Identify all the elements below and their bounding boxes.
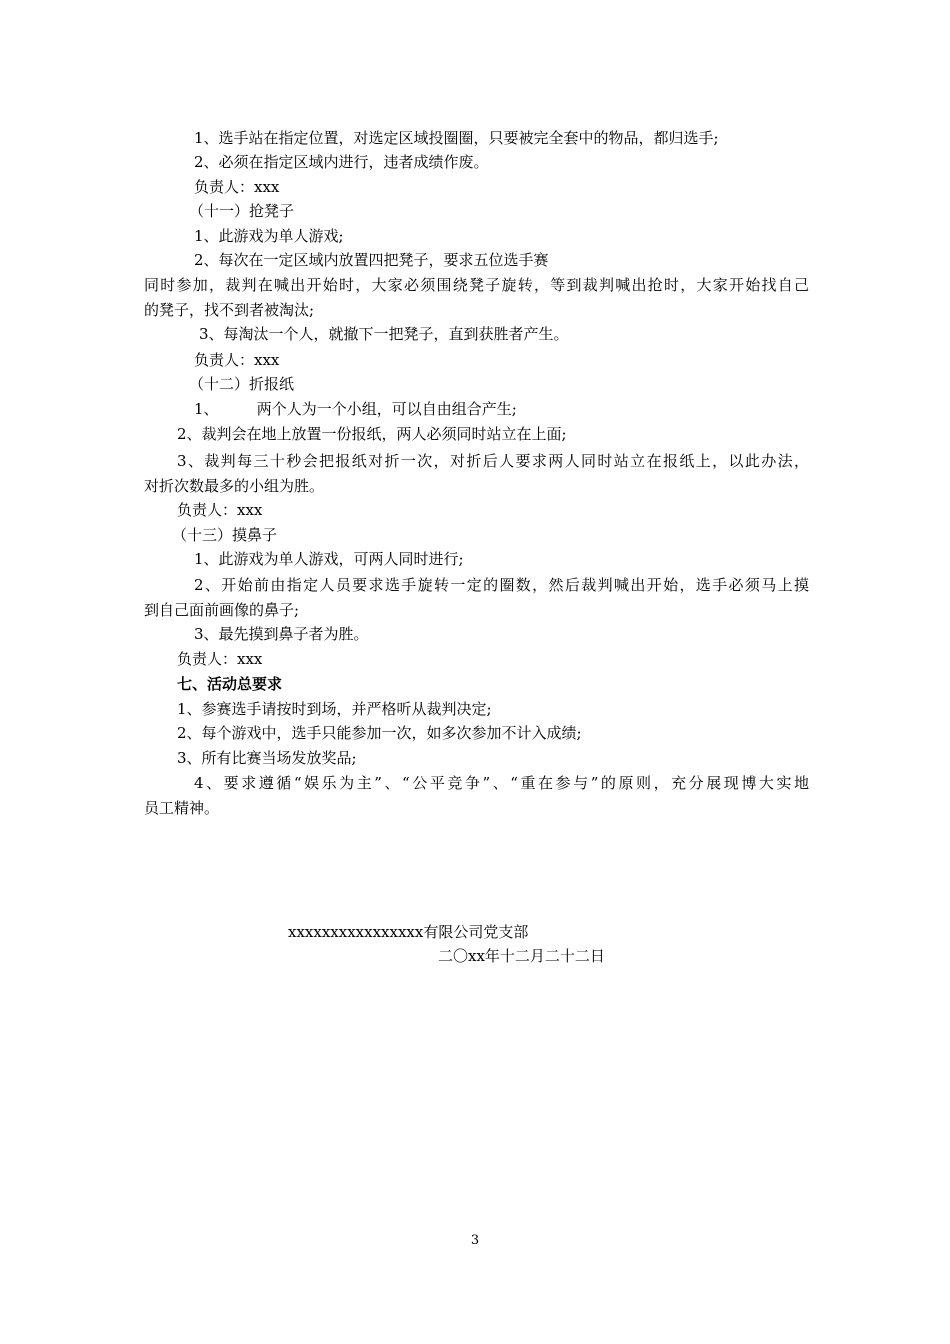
paragraph-line: 2、裁判会在地上放置一份报纸，两人必须同时站立在上面;	[177, 425, 567, 443]
section-heading: （十二）折报纸	[189, 375, 295, 393]
section-heading: 七、活动总要求	[177, 675, 283, 693]
paragraph-line: 2、必须在指定区域内进行，违者成绩作废。	[194, 153, 489, 171]
responsible-person: 负责人：xxx	[194, 178, 280, 196]
section-heading: （十一）抢凳子	[189, 202, 295, 220]
paragraph-line: 到自己面前画像的鼻子;	[144, 601, 300, 619]
paragraph-line: 的凳子，找不到者被淘汰;	[144, 301, 315, 319]
paragraph-line: 2、开始前由指定人员要求选手旋转一定的圈数，然后裁判喊出开始，选手必须马上摸	[194, 576, 809, 594]
paragraph-line: 1、选手站在指定位置，对选定区域投圈圈，只要被完全套中的物品，都归选手;	[194, 129, 719, 147]
paragraph-line: 1、此游戏为单人游戏，可两人同时进行;	[194, 550, 464, 568]
paragraph-line: 对折次数最多的小组为胜。	[144, 477, 325, 495]
paragraph-line: 3、最先摸到鼻子者为胜。	[194, 625, 369, 643]
responsible-person: 负责人：xxx	[177, 650, 263, 668]
paragraph-line: 3、所有比赛当场发放奖品;	[177, 749, 357, 767]
paragraph-line: 1、参赛选手请按时到场，并严格听从裁判决定;	[177, 700, 492, 718]
signature-date: 二〇xx年十二月二十二日	[438, 947, 605, 965]
paragraph-line: 2、每个游戏中，选手只能参加一次，如多次参加不计入成绩;	[177, 724, 582, 742]
page-number: 3	[470, 1233, 480, 1248]
paragraph-line: 4、要求遵循“娱乐为主”、“公平竞争”、“重在参与”的原则，充分展现博大实地	[194, 774, 809, 792]
paragraph-line: 3、裁判每三十秒会把报纸对折一次，对折后人要求两人同时站立在报纸上，以此办法，	[177, 452, 809, 470]
paragraph-line: 1、此游戏为单人游戏;	[194, 227, 344, 245]
responsible-person: 负责人：xxx	[194, 351, 280, 369]
signature-organization: xxxxxxxxxxxxxxxx有限公司党支部	[288, 923, 529, 941]
paragraph-line: 2、每次在一定区域内放置四把凳子，要求五位选手赛	[194, 251, 549, 269]
responsible-person: 负责人：xxx	[177, 501, 263, 519]
paragraph-line: 员工精神。	[144, 799, 220, 817]
paragraph-line: 3、每淘汰一个人，就撤下一把凳子，直到获胜者产生。	[199, 325, 569, 343]
paragraph-line: 1、 两个人为一个小组，可以自由组合产生;	[194, 400, 517, 418]
section-heading: （十三）摸鼻子	[172, 526, 278, 544]
paragraph-line: 同时参加，裁判在喊出开始时，大家必须围绕凳子旋转，等到裁判喊出抢时，大家开始找自己	[144, 276, 809, 294]
